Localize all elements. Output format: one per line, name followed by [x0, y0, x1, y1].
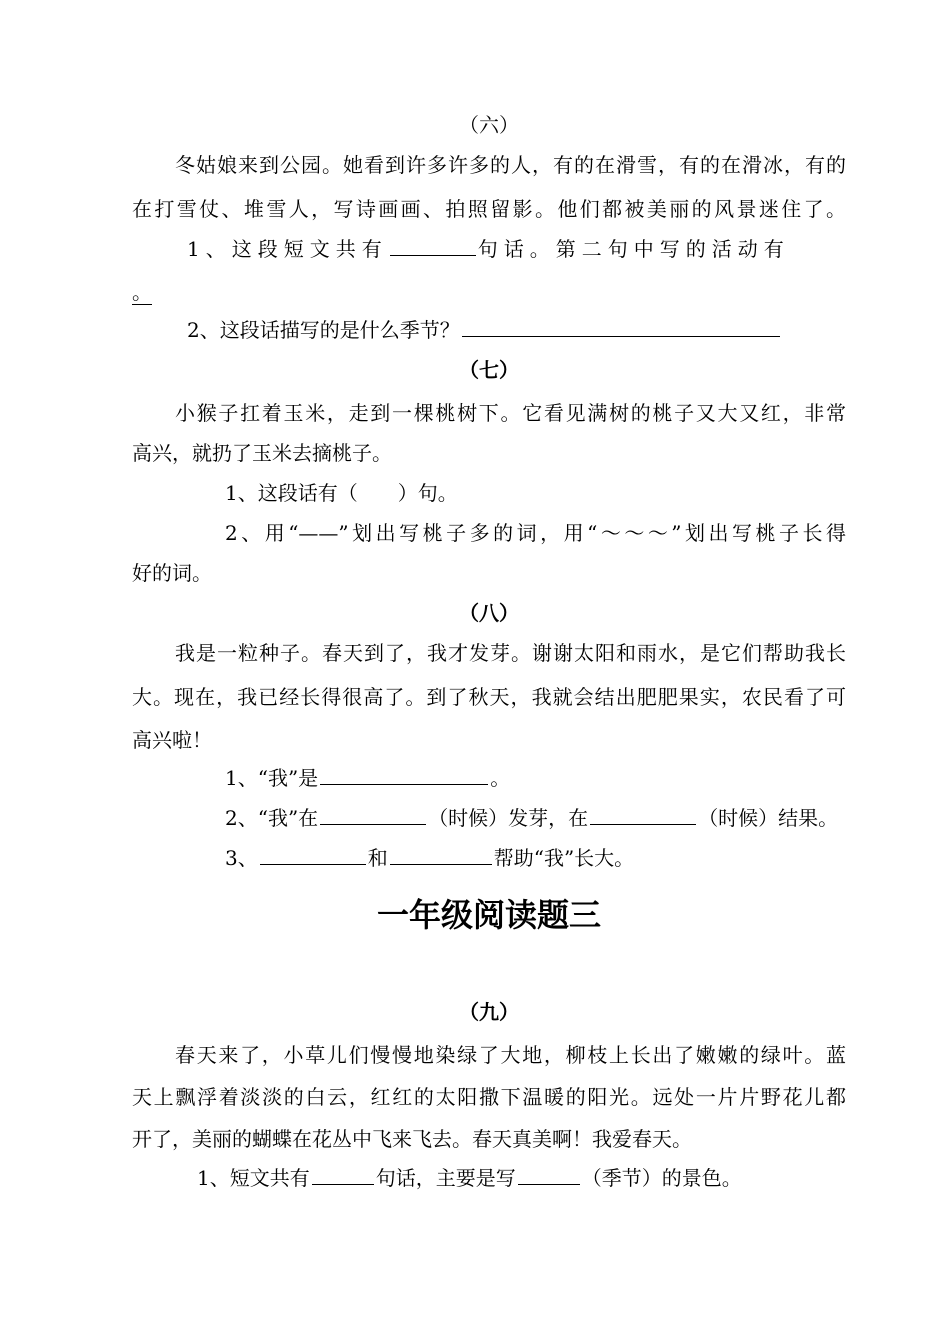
section-6-paragraph-line-1: 冬姑娘来到公园。她看到许多许多的人，有的在滑雪，有的在滑冰，有的 — [175, 153, 846, 177]
answer-blank-season[interactable] — [518, 1162, 580, 1185]
section-8-question-1 — [225, 758, 846, 798]
section-9-paragraph-line-3: 开了，美丽的蝴蝶在花丛中飞来飞去。春天真美啊！我爱春天。 — [132, 1127, 692, 1151]
question-1-text-b: 句话，主要是写 — [375, 1166, 516, 1190]
answer-blank-sentence-count[interactable] — [312, 1162, 374, 1185]
answer-blank-season[interactable] — [462, 314, 780, 337]
question-3-text-b: 和 — [367, 846, 388, 870]
answer-blank-helper-2[interactable] — [390, 842, 492, 865]
section-9-question-1 — [197, 1158, 846, 1198]
section-9-paragraph-line-2: 天上飘浮着淡淡的白云，红红的太阳撒下温暖的阳光。远处一片片野花儿都 — [132, 1085, 846, 1109]
section-8-question-3 — [225, 838, 846, 878]
answer-blank-fruit-time[interactable] — [590, 802, 696, 825]
answer-blank-sentence-count[interactable] — [390, 233, 476, 256]
section-8-question-2 — [225, 798, 846, 838]
question-1-text-c[interactable]: 。 — [132, 280, 152, 304]
document-title: 一年级阅读题三 — [376, 896, 601, 934]
answer-blank-identity[interactable] — [320, 762, 488, 785]
section-7-paragraph-line-1: 小猴子扛着玉米，走到一棵桃树下。它看见满树的桃子又大又红，非常 — [175, 401, 846, 425]
question-1-text-c: （季节）的景色。 — [581, 1166, 742, 1190]
question-2-text: 2、这段话描写的是什么季节？ — [187, 318, 460, 342]
question-1-text-a: 1、短文共有 — [197, 1166, 310, 1190]
question-1-text-b: 。 — [490, 766, 511, 790]
question-2-text-a: 2、“我”在 — [225, 806, 319, 830]
section-7-heading: （七） — [459, 358, 519, 382]
question-1-text-a: 1、“我”是 — [225, 766, 319, 790]
section-8-paragraph-line-2: 大。现在，我已经长得很高了。到了秋天，我就会结出肥肥果实，农民看了可 — [132, 685, 846, 709]
section-7-paragraph-line-2: 高兴，就扔了玉米去摘桃子。 — [132, 441, 392, 465]
section-8-heading: （八） — [459, 601, 519, 625]
question-1-text-b: 句话。第二句中写的活动有 — [477, 237, 790, 261]
section-8-paragraph-line-1: 我是一粒种子。春天到了，我才发芽。谢谢太阳和雨水，是它们帮助我长 — [175, 641, 846, 665]
answer-blank-sprout-time[interactable] — [320, 802, 426, 825]
section-6-paragraph-line-2: 在打雪仗、堆雪人，写诗画画、拍照留影。他们都被美丽的风景迷住了。 — [132, 197, 846, 221]
section-7-question-2-end: 好的词。 — [132, 561, 212, 585]
section-6-question-1 — [187, 229, 846, 269]
question-2-text-c: （时候）结果。 — [698, 806, 839, 830]
answer-blank-helper-1[interactable] — [260, 842, 366, 865]
section-8-paragraph-line-3: 高兴啦！ — [132, 728, 212, 752]
section-9-heading: （九） — [459, 1000, 519, 1024]
section-9-paragraph-line-1: 春天来了，小草儿们慢慢地染绿了大地，柳枝上长出了嫩嫩的绿叶。蓝 — [175, 1043, 846, 1067]
section-7-question-2: 2、用“——”划出写桃子多的词，用“～～～”划出写桃子长得 — [225, 521, 846, 545]
question-3-text-a: 3、 — [225, 846, 258, 870]
question-2-text-b: （时候）发芽，在 — [428, 806, 589, 830]
section-6-question-2 — [187, 310, 846, 350]
question-3-text-c: 帮助“我”长大。 — [493, 846, 635, 870]
section-6-question-1-end — [132, 272, 846, 312]
section-7-question-1: 1、这段话有（ ）句。 — [225, 481, 458, 505]
question-1-text-a: 1、这段短文共有 — [187, 237, 388, 261]
section-6-heading: （六） — [459, 113, 519, 137]
